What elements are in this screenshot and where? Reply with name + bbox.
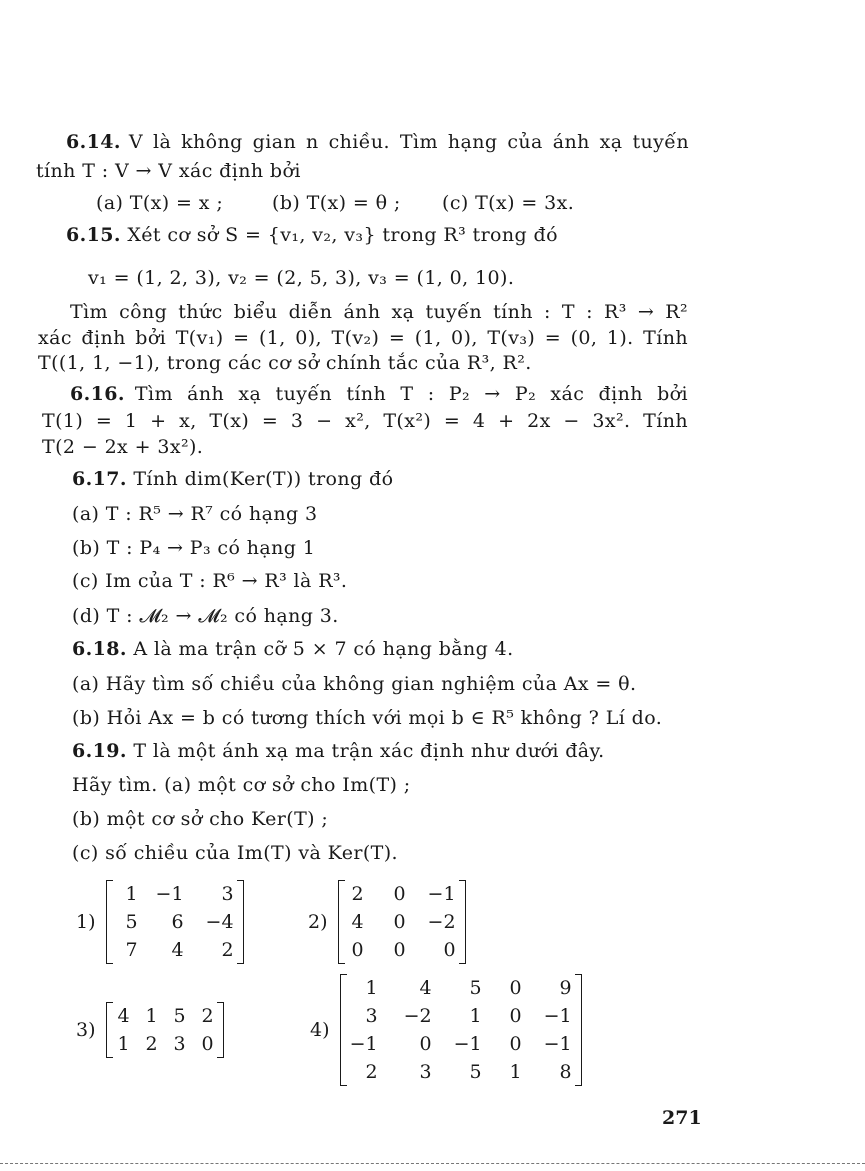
ex-6-16-line3: T(2 − 2x + 3x²).: [42, 436, 204, 458]
matrix-cell: 0: [509, 977, 522, 999]
ex-6-14-b: (b) T(x) = θ ;: [272, 192, 401, 214]
matrix-cell: 1: [365, 977, 378, 999]
matrix-1-label: 1): [76, 911, 96, 933]
matrix-cell: −1: [543, 1005, 572, 1027]
matrix-cell: 2: [145, 1033, 158, 1055]
matrix-cell: −1: [349, 1033, 378, 1055]
matrix-cell: 4: [171, 939, 184, 961]
matrix-cell: 3: [173, 1033, 186, 1055]
matrix-cell: 0: [201, 1033, 214, 1055]
ex-6-19-line3: (b) một cơ sở cho Ker(T) ;: [72, 808, 329, 830]
matrix-cell: 4: [117, 1005, 130, 1027]
matrix-cell: 0: [393, 939, 406, 961]
matrix-1: [76, 880, 244, 964]
matrix-4: [310, 974, 582, 1086]
matrix-cell: 1: [145, 1005, 158, 1027]
matrix-cell: −1: [543, 1033, 572, 1055]
matrix-cell: 2: [365, 1061, 378, 1083]
ex-6-18-b: (b) Hỏi Ax = b có tương thích với mọi b ∈ R⁵ không ? Lí do.: [72, 707, 663, 729]
matrix-cell: 2: [221, 939, 234, 961]
ex-6-17-a: (a) T : R⁵ → R⁷ có hạng 3: [72, 503, 318, 525]
matrix-cell: 0: [393, 883, 406, 905]
matrix-2-bracket: [338, 880, 466, 964]
matrix-1-bracket: [106, 880, 244, 964]
page-bottom-rule: [0, 1163, 865, 1164]
matrix-cell: 0: [509, 1033, 522, 1055]
ex-6-15-number: 6.15.: [66, 224, 121, 246]
matrix-cell: 1: [125, 883, 138, 905]
matrix-cell: −4: [205, 911, 234, 933]
ex-6-17-line1: 6.17. Tính dim(Ker(T)) trong đó: [72, 468, 394, 490]
matrix-cell: −2: [403, 1005, 432, 1027]
matrix-cell: 5: [469, 1061, 482, 1083]
ex-6-17-b: (b) T : P₄ → P₃ có hạng 1: [72, 537, 316, 559]
ex-6-19-line2: Hãy tìm. (a) một cơ sở cho Im(T) ;: [72, 774, 411, 796]
matrix-3-bracket: [106, 1002, 224, 1058]
matrix-cell: −2: [427, 911, 456, 933]
matrix-4-bracket: [340, 974, 582, 1086]
matrix-cell: 4: [419, 977, 432, 999]
ex-6-14-number: 6.14.: [66, 131, 121, 153]
ex-6-15-line5: T((1, 1, −1), trong các cơ sở chính tắc của R³, R².: [38, 352, 532, 374]
matrix-cell: 0: [393, 911, 406, 933]
matrix-cell: 7: [125, 939, 138, 961]
ex-6-17-d: (d) T : 𝓜₂ → 𝓜₂ có hạng 3.: [72, 605, 339, 627]
matrix-cell: 4: [351, 911, 364, 933]
matrix-cell: 2: [201, 1005, 214, 1027]
ex-6-19-line1: 6.19. T là một ánh xạ ma trận xác định như dưới đây.: [72, 740, 605, 762]
ex-6-19-number: 6.19.: [72, 740, 127, 762]
page-number: 271: [662, 1107, 702, 1129]
ex-6-15-line3: Tìm công thức biểu diễn ánh xạ tuyến tính : T : R³ → R²: [70, 301, 688, 323]
ex-6-15-line1: 6.15. Xét cơ sở S = {v₁, v₂, v₃} trong R³ trong đó: [66, 224, 558, 246]
matrix-cell: 3: [221, 883, 234, 905]
ex-6-15-line4: xác định bởi T(v₁) = (1, 0), T(v₂) = (1, 0), T(v₃) = (0, 1). Tính: [38, 327, 688, 349]
ex-6-18-a: (a) Hãy tìm số chiều của không gian nghiệm của Ax = θ.: [72, 673, 637, 695]
ex-6-14-a: (a) T(x) = x ;: [96, 192, 224, 214]
matrix-cell: 1: [469, 1005, 482, 1027]
ex-6-14-line1: 6.14. V là không gian n chiều. Tìm hạng của ánh xạ tuyến: [66, 131, 689, 153]
matrix-cell: 0: [443, 939, 456, 961]
matrix-cell: −1: [453, 1033, 482, 1055]
matrix-2: [308, 880, 466, 964]
matrix-cell: 0: [509, 1005, 522, 1027]
matrix-3-label: 3): [76, 1019, 96, 1041]
matrix-2-label: 2): [308, 911, 328, 933]
ex-6-16-line2: T(1) = 1 + x, T(x) = 3 − x², T(x²) = 4 + 2x − 3x². Tính: [42, 410, 688, 432]
matrix-3: [76, 1002, 224, 1058]
matrix-cell: 9: [559, 977, 572, 999]
matrix-cell: 3: [365, 1005, 378, 1027]
matrix-cell: 1: [117, 1033, 130, 1055]
matrix-cell: −1: [155, 883, 184, 905]
matrix-cell: 2: [351, 883, 364, 905]
matrix-cell: 3: [419, 1061, 432, 1083]
matrix-cell: 5: [469, 977, 482, 999]
matrix-cell: 0: [419, 1033, 432, 1055]
matrix-cell: 6: [171, 911, 184, 933]
ex-6-16-line1: 6.16. Tìm ánh xạ tuyến tính T : P₂ → P₂ xác định bởi: [70, 383, 688, 405]
matrix-4-label: 4): [310, 1019, 330, 1041]
matrix-cell: 0: [351, 939, 364, 961]
ex-6-17-number: 6.17.: [72, 468, 127, 490]
ex-6-14-line2: tính T : V → V xác định bởi: [36, 160, 301, 182]
matrix-cell: 8: [559, 1061, 572, 1083]
matrix-cell: 1: [509, 1061, 522, 1083]
ex-6-18-line1: 6.18. A là ma trận cỡ 5 × 7 có hạng bằng 4.: [72, 638, 514, 660]
matrix-cell: 5: [173, 1005, 186, 1027]
ex-6-17-c: (c) Im của T : R⁶ → R³ là R³.: [72, 570, 348, 592]
ex-6-19-line4: (c) số chiều của Im(T) và Ker(T).: [72, 842, 398, 864]
matrix-cell: 5: [125, 911, 138, 933]
ex-6-16-number: 6.16.: [70, 383, 125, 405]
ex-6-18-number: 6.18.: [72, 638, 127, 660]
ex-6-15-vectors: v₁ = (1, 2, 3), v₂ = (2, 5, 3), v₃ = (1, 0, 10).: [88, 267, 515, 289]
matrix-cell: −1: [427, 883, 456, 905]
ex-6-14-c: (c) T(x) = 3x.: [442, 192, 575, 214]
